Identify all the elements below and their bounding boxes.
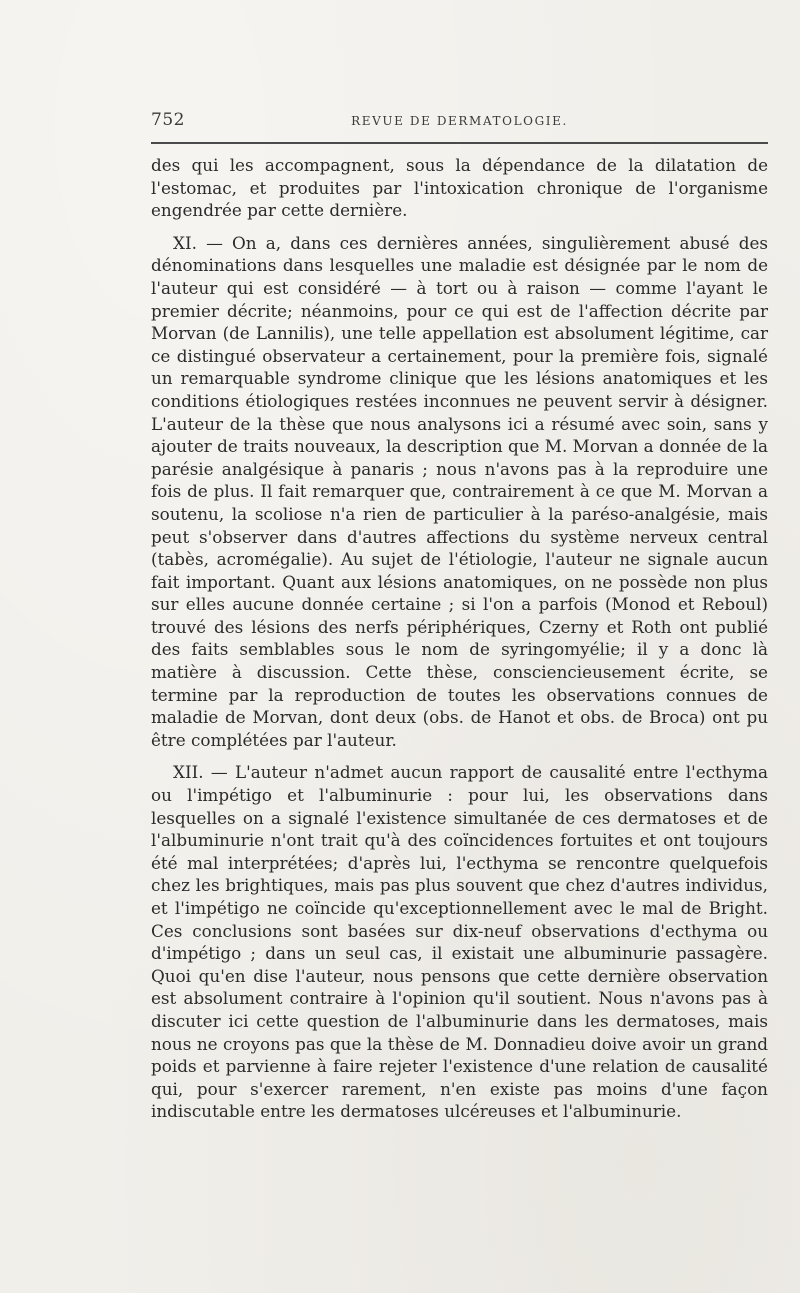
- page-header: [151, 106, 768, 134]
- paragraph-xi: XI. — On a, dans ces dernières années, singulièrement abusé des dénominations dans lesquelles une maladie est désignée par le nom de l'auteur qui est considéré — à tort ou à raison — comme l'ayant le premier décrite; néanmoins, pour ce qui est de l'affection décrite par Morvan (de Lannilis), une telle appellation est absolument légitime, car ce distingué observateur a certainement, pour la première fois, signalé un remarquable syndrome clinique que les lésions anatomiques et les conditions étiologiques restées inconnues ne peuvent servir à désigner. L'auteur de la thèse que nous analysons ici a résumé avec soin, sans y ajouter de traits nouveaux, la description que M. Morvan a donnée de la parésie analgésique à panaris ; nous n'avons pas à la reproduire une fois de plus. Il fait remarquer que, contrairement à ce que M. Morvan a soutenu, la scoliose n'a rien de particulier à la paréso-analgésie, mais peut s'observer dans d'autres affections du système nerveux central (tabès, acromégalie). Au sujet de l'étiologie, l'auteur ne signale aucun fait important. Quant aux lésions anatomiques, on ne possède non plus sur elles aucune donnée certaine ; si l'on a parfois (Monod et Reboul) trouvé des lésions des nerfs périphériques, Czerny et Roth ont publié des faits semblables sous le nom de syringomyélie; il y a donc là matière à discussion. Cette thèse, consciencieusement écrite, se termine par la reproduction de toutes les observations connues de maladie de Morvan, dont deux (obs. de Hanot et obs. de Broca) ont pu être complétées par l'auteur.: [151, 232, 768, 750]
- page-number: 752: [151, 110, 185, 130]
- header-rule: [151, 142, 768, 144]
- running-head: REVUE DE DERMATOLOGIE.: [351, 114, 568, 128]
- body-text: [151, 154, 768, 1123]
- paragraph-continuation: des qui les accompagnent, sous la dépendance de la dilatation de l'estomac, et produites par l'intoxication chronique de l'organisme engendrée par cette dernière.: [151, 155, 768, 221]
- paragraph-xii: XII. — L'auteur n'admet aucun rapport de causalité entre l'ecthyma ou l'impétigo et l'albuminurie : pour lui, les observations dans lesquelles on a signalé l'existence simultanée de ces dermatoses et de l'albuminurie n'ont trait qu'à des coïncidences fortuites et ont toujours été mal interprétées; d'après lui, l'ecthyma se rencontre quelquefois chez les brightiques, mais pas plus souvent que chez d'autres individus, et l'impétigo ne coïncide qu'exceptionnellement avec le mal de Bright. Ces conclusions sont basées sur dix-neuf observations d'ecthyma ou d'impétigo ; dans un seul cas, il existait une albuminurie passagère. Quoi qu'en dise l'auteur, nous pensons que cette dernière observation est absolument contraire à l'opinion qu'il soutient. Nous n'avons pas à discuter ici cette question de l'albuminurie dans les dermatoses, mais nous ne croyons pas que la thèse de M. Donnadieu doive avoir un grand poids et parvienne à faire rejeter l'existence d'une relation de causalité qui, pour s'exercer rarement, n'en existe pas moins d'une façon indiscutable entre les dermatoses ulcéreuses et l'albuminurie.: [151, 762, 768, 1122]
